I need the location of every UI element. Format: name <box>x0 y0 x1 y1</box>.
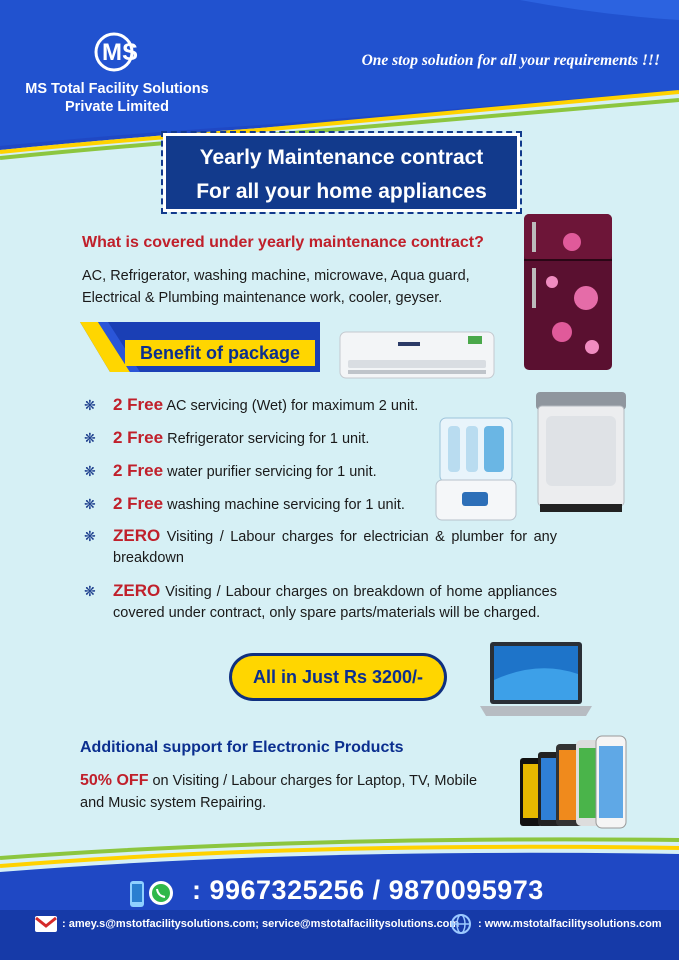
coverage-heading: What is covered under yearly maintenance contract? <box>82 234 484 251</box>
star-bullet-icon: ❋ <box>84 463 96 479</box>
whatsapp-icon <box>148 880 174 906</box>
benefit-emphasis: 2 Free <box>113 395 164 414</box>
coverage-line2: Electrical & Plumbing maintenance work, cooler, geyser. <box>82 290 443 306</box>
coverage-text <box>82 265 522 309</box>
title-line2: For all your home appliances <box>196 180 487 203</box>
benefit-text: water purifier servicing for 1 unit. <box>163 464 377 480</box>
globe-icon <box>450 913 472 935</box>
star-bullet-icon: ❋ <box>84 496 96 512</box>
offer-text <box>80 770 500 814</box>
benefit-emphasis: 2 Free <box>113 461 164 480</box>
star-bullet-icon: ❋ <box>84 583 96 599</box>
logo-mark: MS <box>102 39 138 66</box>
mobile-icon <box>128 880 146 908</box>
website: : www.mstotalfacilitysolutions.com <box>478 918 662 930</box>
phone-numbers: : 9967325256 / 9870095973 <box>192 875 544 905</box>
tagline: One stop solution for all your requirements !!! <box>361 52 660 69</box>
email-addresses: : amey.s@mstotfacilitysolutions.com; service@mstotalfacilitysolutions.com <box>62 918 460 930</box>
email-icon <box>34 915 58 933</box>
benefit-emphasis: 2 Free <box>113 494 164 513</box>
mobile-phones-image <box>518 734 628 830</box>
offer-emphasis: 50% OFF <box>80 772 149 789</box>
company-name-line1: MS Total Facility Solutions <box>25 81 209 97</box>
header-band <box>0 0 679 150</box>
washing-machine-image <box>532 388 630 516</box>
benefit-text: Visiting / Labour charges on breakdown of home appliances covered under contract, only spare parts/materials will be charged. <box>113 584 557 621</box>
benefit-text: Refrigerator servicing for 1 unit. <box>163 431 370 447</box>
benefit-text: washing machine servicing for 1 unit. <box>163 497 405 513</box>
star-bullet-icon: ❋ <box>84 430 96 446</box>
benefit-label: Benefit of package <box>125 340 315 366</box>
star-bullet-icon: ❋ <box>84 528 96 544</box>
benefit-emphasis: ZERO <box>113 581 161 600</box>
benefit-text: AC servicing (Wet) for maximum 2 unit. <box>163 398 419 414</box>
benefit-emphasis: ZERO <box>113 526 161 545</box>
company-name-line2: Private Limited <box>65 99 169 115</box>
title-line1: Yearly Maintenance contract <box>199 146 484 169</box>
price-badge <box>232 656 444 698</box>
benefit-emphasis: 2 Free <box>113 428 164 447</box>
company-logo <box>94 32 150 72</box>
water-purifier-image <box>432 414 518 524</box>
price-label: All in Just Rs 3200/- <box>252 667 424 687</box>
air-conditioner-image <box>338 330 496 386</box>
refrigerator-image <box>522 212 614 374</box>
offer-detail: on Visiting / Labour charges for Laptop, TV, Mobile and Music system Repairing. <box>80 773 478 811</box>
star-bullet-icon: ❋ <box>84 397 96 413</box>
company-name <box>10 80 224 116</box>
coverage-line1: AC, Refrigerator, washing machine, microwave, Aqua guard, <box>82 268 470 284</box>
laptop-image <box>478 640 594 720</box>
additional-heading: Additional support for Electronic Products <box>80 739 404 756</box>
benefit-text: Visiting / Labour charges for electrician & plumber for any breakdown <box>113 529 557 566</box>
title-box <box>163 133 520 212</box>
